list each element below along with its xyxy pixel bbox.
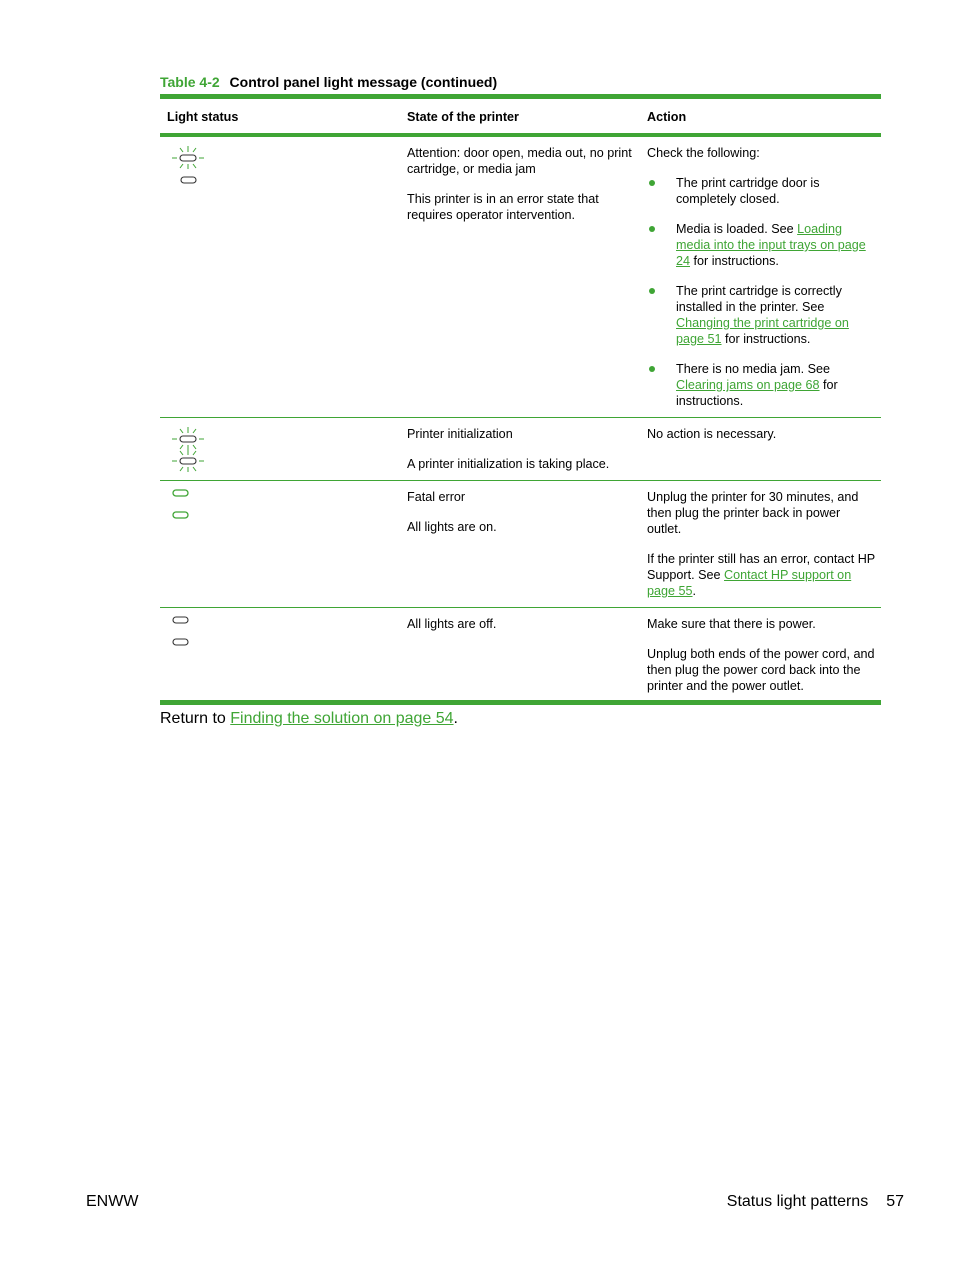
state-title: Attention: door open, media out, no print cartridge, or media jam (407, 146, 632, 176)
printer-state-cell (400, 608, 640, 703)
action-cell (640, 608, 881, 703)
page-number: 57 (886, 1193, 904, 1210)
printer-state-cell (400, 418, 640, 481)
list-item: The print cartridge door is completely closed. (647, 175, 875, 207)
footer-left: ENWW (86, 1193, 139, 1210)
led-stack (167, 616, 394, 646)
footer-right (727, 1193, 904, 1211)
light-status-cell (160, 418, 400, 481)
bullet-icon (649, 226, 655, 232)
link-clearing-jams[interactable]: Clearing jams on page 68 (676, 378, 820, 392)
list-item: The print cartridge is correctly installed in the printer. See Changing the print cartridge on page 51 for instructions. (647, 283, 875, 347)
header-action: Action (640, 97, 881, 136)
led-stack (167, 489, 394, 519)
light-status-cell (160, 481, 400, 608)
action-text: Unplug the printer for 30 minutes, and then plug the printer back in power outlet. (647, 490, 859, 536)
action-text: If the printer still has an error, contact HP Support. See Contact HP support on page 55. (647, 552, 875, 598)
table-header-row (160, 97, 881, 136)
action-cell (640, 135, 881, 418)
table-number: Table 4-2 (160, 74, 220, 90)
header-printer-state: State of the printer (400, 97, 640, 136)
state-description: A printer initialization is taking place. (407, 457, 610, 471)
table-caption (160, 74, 497, 90)
link-contact-support[interactable]: Contact HP support on page 55 (647, 568, 852, 598)
printer-state-cell (400, 135, 640, 418)
on-light-icon (172, 511, 190, 519)
off-light-icon (172, 638, 190, 646)
return-line: Return to Finding the solution on page 54. (160, 710, 458, 727)
state-description: This printer is in an error state that requires operator intervention. (407, 192, 599, 222)
link-finding-solution[interactable]: Finding the solution on page 54 (230, 710, 454, 727)
bullet-icon (649, 366, 655, 372)
state-title: All lights are off. (407, 617, 497, 631)
printer-state-cell (400, 481, 640, 608)
state-title: Printer initialization (407, 427, 513, 441)
light-status-cell (160, 135, 400, 418)
action-cell (640, 418, 881, 481)
table-row (160, 608, 881, 703)
on-light-icon (172, 489, 190, 497)
action-text: Unplug both ends of the power cord, and then plug the power cord back into the printer and the power outlet. (647, 647, 875, 693)
bullet-icon (649, 180, 655, 186)
blinking-light-icon (171, 145, 205, 169)
blinking-light-icon (171, 448, 205, 472)
action-text: Make sure that there is power. (647, 617, 816, 631)
led-stack (167, 426, 394, 470)
action-cell (640, 481, 881, 608)
header-light-status: Light status (160, 97, 400, 136)
link-loading-media[interactable]: Loading media into the input trays on page 24 (676, 222, 866, 268)
list-item: There is no media jam. See Clearing jams on page 68 for instructions. (647, 361, 875, 409)
off-light-icon (172, 616, 190, 624)
state-title: Fatal error (407, 490, 466, 504)
status-light-table (160, 94, 881, 705)
state-description: All lights are on. (407, 520, 497, 534)
table-row (160, 135, 881, 418)
action-intro: Check the following: (647, 146, 760, 160)
link-changing-cartridge[interactable]: Changing the print cartridge on page 51 (676, 316, 849, 346)
action-list (647, 175, 875, 409)
footer-section-title: Status light patterns (726, 1193, 869, 1210)
light-status-cell (160, 608, 400, 703)
table-title: Control panel light message (continued) (229, 74, 498, 90)
table-row (160, 418, 881, 481)
table-row (160, 481, 881, 608)
led-stack (167, 145, 394, 205)
list-item: Media is loaded. See Loading media into the input trays on page 24 for instructions. (647, 221, 875, 269)
blinking-light-icon (171, 426, 205, 450)
action-text: No action is necessary. (647, 427, 777, 441)
bullet-icon (649, 288, 655, 294)
off-light-icon (180, 176, 198, 184)
